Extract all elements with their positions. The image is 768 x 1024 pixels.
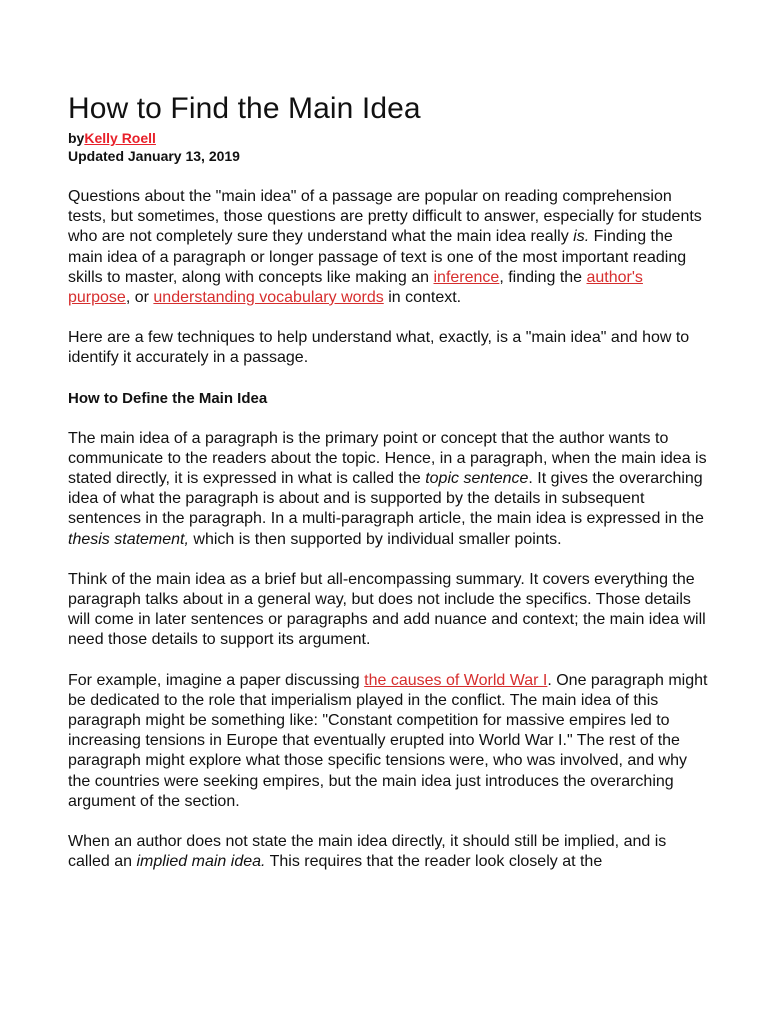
- byline: [68, 129, 708, 147]
- emphasis-text: implied main idea.: [136, 853, 266, 871]
- text-run: , finding the: [499, 268, 587, 286]
- byline-prefix: by: [68, 130, 85, 146]
- text-run: in context.: [383, 289, 462, 307]
- text-run: The main idea of a paragraph is the primary point or concept that the author wants to communicate to the readers about the topic. Hence, in a paragraph, when the main idea is stated directly, it is expressed in what is called the: [68, 429, 707, 488]
- intro-paragraph: [68, 187, 708, 308]
- techniques-paragraph: Here are a few techniques to help understand what, exactly, is a "main idea" and how to identify it accurately in a passage.: [68, 329, 690, 367]
- example-paragraph: [68, 671, 708, 812]
- definition-paragraph: [68, 429, 708, 550]
- text-run: For example, imagine a paper discussing: [68, 671, 365, 689]
- text-run: When an author does not state the main idea directly, it should still be implied, and is called an: [68, 833, 667, 871]
- article-body: [68, 92, 708, 872]
- world-war-i-link[interactable]: the causes of World War I: [364, 671, 548, 689]
- text-run: Finding the main idea of a paragraph or longer passage of text is one of the most important reading skills to master, along with concepts like making an: [68, 228, 687, 286]
- updated-date: Updated January 13, 2019: [68, 148, 240, 164]
- text-run: , or: [125, 289, 154, 307]
- emphasis-text: is.: [573, 228, 590, 246]
- text-run: This requires that the reader look closely at the: [265, 853, 603, 871]
- authors-purpose-link[interactable]: author's purpose: [68, 268, 643, 307]
- text-run: . It gives the overarching idea of what the paragraph is about and is supported by the details in subsequent sentences in the paragraph. In a multi-paragraph article, the main idea is expressed in the: [68, 470, 704, 528]
- text-run: which is then supported by individual smaller points.: [188, 530, 562, 548]
- section-heading: How to Define the Main Idea: [68, 389, 268, 407]
- emphasis-text: topic sentence: [425, 470, 529, 488]
- inference-link[interactable]: inference: [433, 268, 500, 286]
- text-run: Questions about the "main idea" of a passage are popular on reading comprehension tests, but sometimes, those questions are pretty difficult to answer, especially for students who are not completely sure they understand what the main idea really: [68, 188, 702, 246]
- vocabulary-words-link[interactable]: understanding vocabulary words: [153, 289, 384, 307]
- author-link[interactable]: Kelly Roell: [84, 130, 156, 146]
- page-title: How to Find the Main Idea: [68, 92, 421, 125]
- summary-paragraph: Think of the main idea as a brief but all-encompassing summary. It covers everything the paragraph talks about in a general way, but does not include the specifics. Those details will come in later sentences or paragraphs and add nuance and context; the main idea will need those details to support its argument.: [68, 570, 706, 649]
- text-run: . One paragraph might be dedicated to the role that imperialism played in the conflict. The main idea of this paragraph might be something like: "Constant competition for massive empires led to increasing tensions in Europe that eventually erupted into World War I." The rest of the paragraph might explore what those specific tensions were, who was involved, and why the countries were seeking empires, but the main idea just introduces the overarching argument of the section.: [68, 671, 708, 810]
- emphasis-text: thesis statement,: [68, 530, 189, 548]
- implied-idea-paragraph: [68, 832, 708, 872]
